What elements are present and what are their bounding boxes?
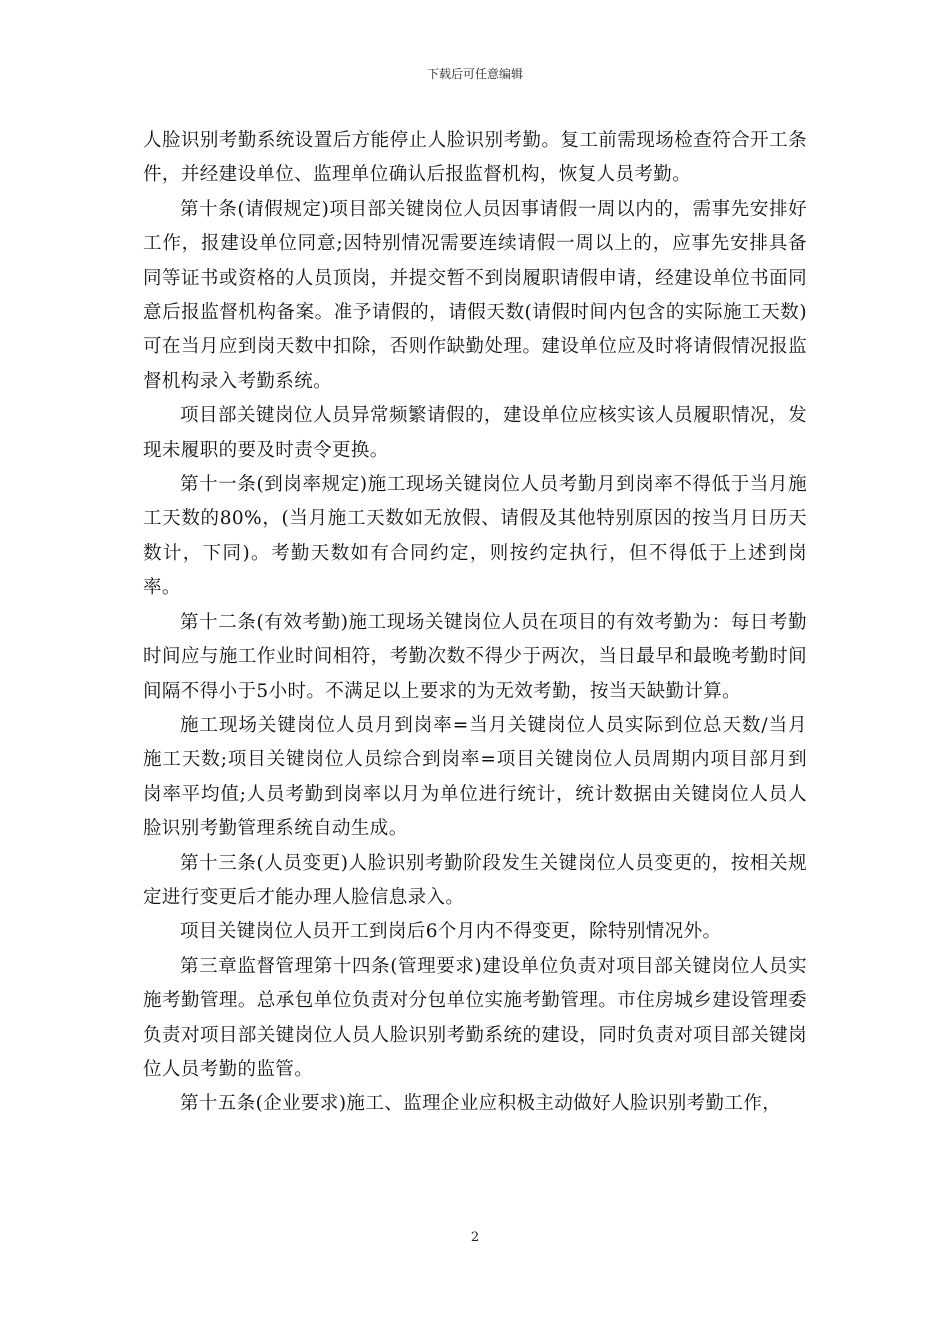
paragraph-article-13: 第十三条(人员变更)人脸识别考勤阶段发生关键岗位人员变更的，按相关规定进行变更后才能办理人脸信息录入。 xyxy=(143,852,807,908)
paragraph-chapter-3-article-14: 第三章监督管理第十四条(管理要求)建设单位负责对项目部关键岗位人员实施考勤管理。总承包单位负责对分包单位实施考勤管理。市住房城乡建设管理委负责对项目部关键岗位人员人脸识别考勤系统的建设，同时负责对项目部关键岗位人员考勤的监管。 xyxy=(143,955,807,1080)
paragraph-article-11: 第十一条(到岗率规定)施工现场关键岗位人员考勤月到岗率不得低于当月施工天数的80%，(当月施工天数如无放假、请假及其他特别原因的按当月日历天数计，下同)。考勤天数如有合同约定，则按约定执行，但不得低于上述到岗率。 xyxy=(143,474,807,599)
paragraph-article-10: 第十条(请假规定)项目部关键岗位人员因事请假一周以内的，需事先安排好工作，报建设单位同意;因特别情况需要连续请假一周以上的，应事先安排具备同等证书或资格的人员顶岗，并提交暂不到岗履职请假申请，经建设单位书面同意后报监督机构备案。准予请假的，请假天数(请假时间内包含的实际施工天数)可在当月应到岗天数中扣除，否则作缺勤处理。建设单位应及时将请假情况报监督机构录入考勤系统。 xyxy=(143,198,807,392)
paragraph-attendance-rate-formula: 施工现场关键岗位人员月到岗率=当月关键岗位人员实际到位总天数/当月施工天数;项目关键岗位人员综合到岗率=项目关键岗位人员周期内项目部月到岗率平均值;人员考勤到岗率以月为单位进行统计，统计数据由关键岗位人员人脸识别考勤管理系统自动生成。 xyxy=(143,714,807,840)
paragraph-continuation: 人脸识别考勤系统设置后方能停止人脸识别考勤。复工前需现场检查符合开工条件，并经建设单位、监理单位确认后报监督机构，恢复人员考勤。 xyxy=(143,130,807,186)
paragraph-frequent-leave: 项目部关键岗位人员异常频繁请假的，建设单位应核实该人员履职情况，发现未履职的要及时责令更换。 xyxy=(143,405,807,461)
document-body xyxy=(143,124,807,1122)
paragraph-article-12: 第十二条(有效考勤)施工现场关键岗位人员在项目的有效考勤为：每日考勤时间应与施工作业时间相符，考勤次数不得少于两次，当日最早和最晚考勤时间间隔不得小于5小时。不满足以上要求的为无效考勤，按当天缺勤计算。 xyxy=(143,611,807,702)
paragraph-article-15: 第十五条(企业要求)施工、监理企业应积极主动做好人脸识别考勤工作， xyxy=(180,1093,782,1115)
page-header: 下载后可任意编辑 xyxy=(426,67,523,81)
page-number: 2 xyxy=(470,1230,480,1245)
paragraph-no-change-6-months: 项目关键岗位人员开工到岗后6个月内不得变更，除特别情况外。 xyxy=(180,921,722,943)
